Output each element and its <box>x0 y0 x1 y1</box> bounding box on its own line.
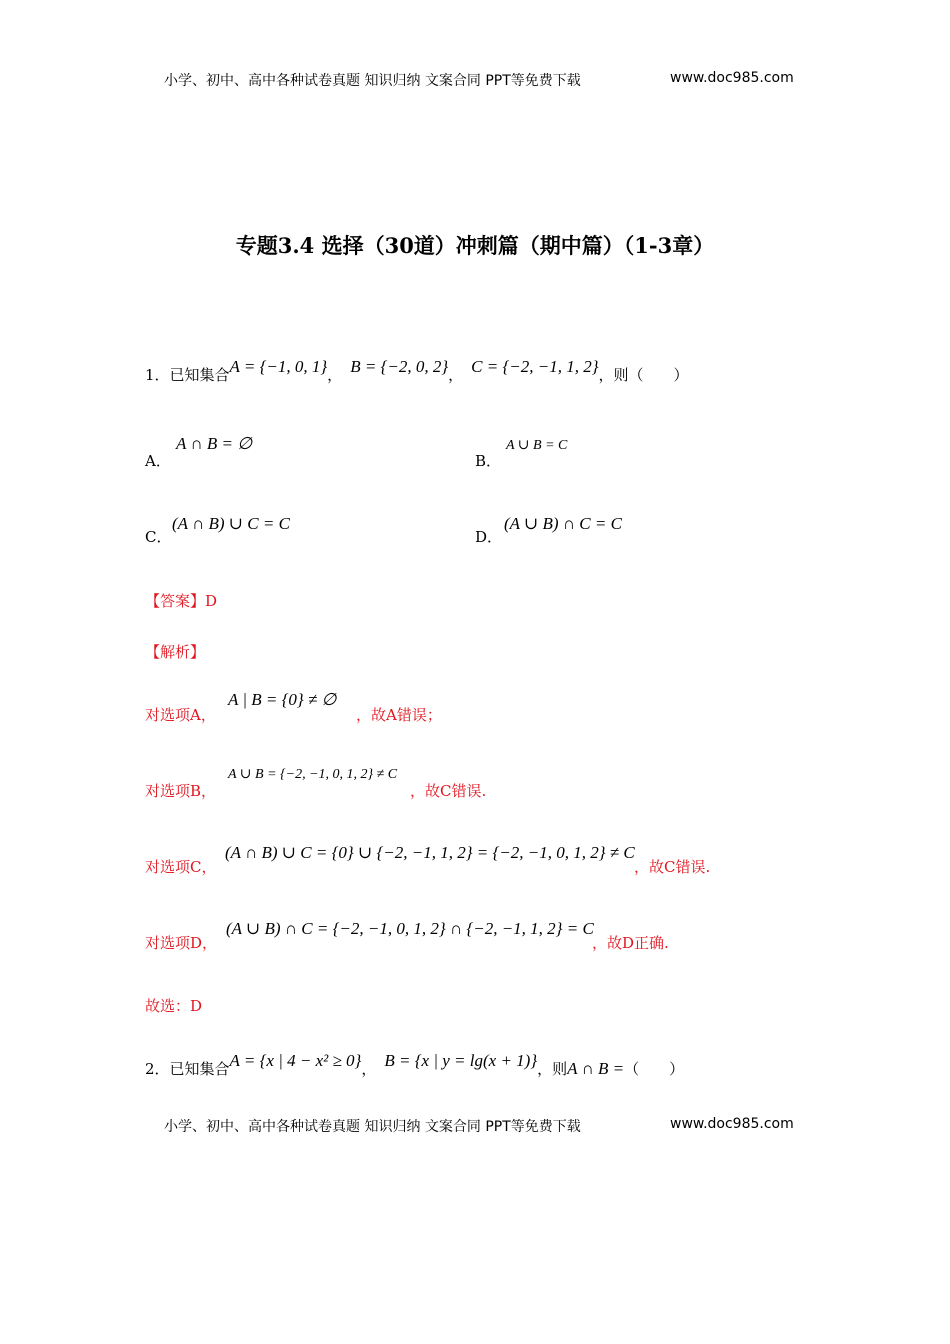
option-d-label: D． <box>475 528 503 546</box>
solution-a-label: 对选项A， <box>145 706 216 724</box>
header-url: www.doc985.com <box>670 70 794 86</box>
option-a-label: A． <box>145 452 171 470</box>
solution-b-tail: ，故C错误. <box>410 782 487 800</box>
solution-c-math: (A ∩ B) ∪ C = {0} ∪ {−2, −1, 1, 2} = {−2, −1, 0, 1, 2} ≠ C <box>225 843 635 862</box>
q2-then: ，则 <box>537 1060 568 1078</box>
q1-prefix: 1．已知集合 <box>145 366 230 384</box>
solution-c-tail: ，故C错误. <box>634 858 711 876</box>
q1-set-c: C = {−2, −1, 1, 2} <box>471 357 599 376</box>
solution-b-label: 对选项B， <box>145 782 217 800</box>
option-d-math: (A ∪ B) ∩ C = C <box>504 514 622 533</box>
q1-comma-1: ， <box>327 366 343 384</box>
footer-url: www.doc985.com <box>670 1116 794 1132</box>
q2-set-a: A = {x | 4 − x² ≥ 0} <box>229 1051 362 1070</box>
option-c-label: C． <box>145 528 172 546</box>
conclusion: 故选：D <box>145 997 203 1015</box>
option-c-math: (A ∩ B) ∪ C = C <box>172 514 290 533</box>
solution-d-label: 对选项D， <box>145 934 218 952</box>
option-a-math: A ∩ B = ∅ <box>176 434 253 453</box>
answer: 【答案】D <box>145 592 218 610</box>
header-text: 小学、初中、高中各种试卷真题 知识归纳 文案合同 PPT等免费下载 <box>164 73 581 89</box>
question-1-stem <box>145 357 689 385</box>
option-b-math: A ∪ B = C <box>506 438 568 453</box>
solution-c-label: 对选项C， <box>145 858 217 876</box>
q1-set-b: B = {−2, 0, 2} <box>350 357 449 376</box>
q2-set-b: B = {x | y = lg(x + 1)} <box>384 1051 538 1070</box>
q2-paren: （ ） <box>624 1060 685 1078</box>
q2-expr: A ∩ B = <box>567 1059 625 1078</box>
solution-d-tail: ，故D正确. <box>592 934 669 952</box>
page-title: 专题3.4 选择（30道）冲刺篇（期中篇）（1-3章） <box>235 233 715 258</box>
solution-a-tail: ，故A错误； <box>356 706 442 724</box>
q2-comma: ， <box>361 1060 377 1078</box>
question-2-stem <box>145 1051 685 1079</box>
option-b-label: B． <box>475 452 502 470</box>
q1-set-a: A = {−1, 0, 1} <box>229 357 328 376</box>
q1-comma-2: ， <box>448 366 464 384</box>
analysis-heading: 【解析】 <box>145 643 206 661</box>
q2-prefix: 2．已知集合 <box>145 1060 230 1078</box>
q1-suffix: ，则（ ） <box>598 366 689 384</box>
solution-a-math: A | B = {0} ≠ ∅ <box>228 690 337 709</box>
solution-b-math: A ∪ B = {−2, −1, 0, 1, 2} ≠ C <box>228 767 398 782</box>
footer-text: 小学、初中、高中各种试卷真题 知识归纳 文案合同 PPT等免费下载 <box>164 1119 581 1135</box>
solution-d-math: (A ∪ B) ∩ C = {−2, −1, 0, 1, 2} ∩ {−2, −1, 1, 2} = C <box>226 919 594 938</box>
